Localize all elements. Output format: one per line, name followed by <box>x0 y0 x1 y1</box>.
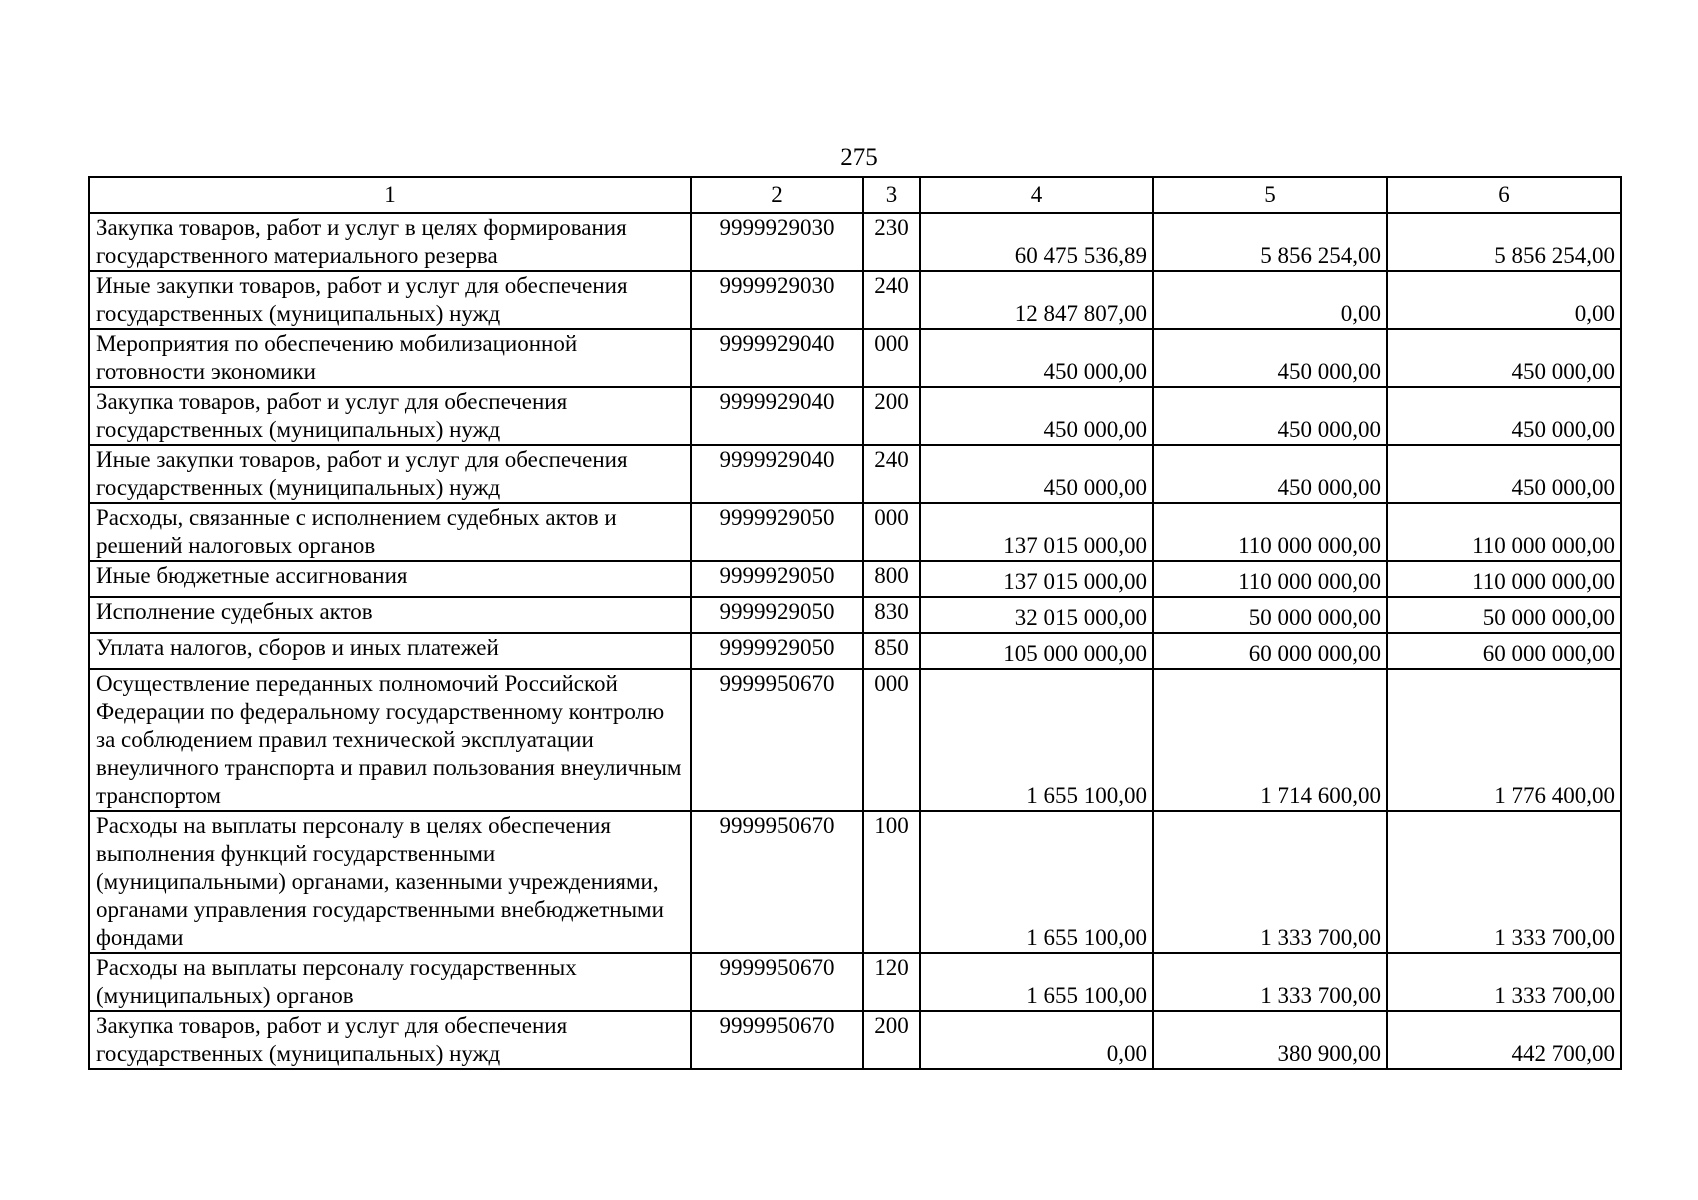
table-row <box>89 213 1621 271</box>
table-row <box>89 953 1621 1011</box>
row-value-col6: 50 000 000,00 <box>1387 597 1621 633</box>
row-value-col6: 450 000,00 <box>1387 445 1621 503</box>
table-header-row <box>89 177 1621 213</box>
row-description: Уплата налогов, сборов и иных платежей <box>89 633 691 669</box>
row-expense-type: 200 <box>863 1011 920 1069</box>
row-expense-type: 000 <box>863 669 920 811</box>
table-row <box>89 329 1621 387</box>
row-target-code: 9999950670 <box>691 811 863 953</box>
row-target-code: 9999929050 <box>691 503 863 561</box>
table-row <box>89 387 1621 445</box>
column-header: 4 <box>920 177 1153 213</box>
table-row <box>89 503 1621 561</box>
row-target-code: 9999929040 <box>691 387 863 445</box>
row-description: Расходы на выплаты персоналу в целях обеспечения выполнения функций государственными (муниципальными) органами, казенными учреждениями, органами управления государственными внебюджетными фондами <box>89 811 691 953</box>
row-description: Осуществление переданных полномочий Российской Федерации по федеральному государственному контролю за соблюдением правил технической эксплуатации внеуличного транспорта и правил пользования внеуличным транспортом <box>89 669 691 811</box>
column-header: 2 <box>691 177 863 213</box>
row-value-col5: 60 000 000,00 <box>1153 633 1387 669</box>
row-value-col5: 450 000,00 <box>1153 445 1387 503</box>
table-row <box>89 1011 1621 1069</box>
row-target-code: 9999929040 <box>691 445 863 503</box>
row-value-col5: 380 900,00 <box>1153 1011 1387 1069</box>
row-value-col6: 1 333 700,00 <box>1387 811 1621 953</box>
row-value-col5: 5 856 254,00 <box>1153 213 1387 271</box>
row-value-col6: 110 000 000,00 <box>1387 503 1621 561</box>
row-value-col5: 1 333 700,00 <box>1153 953 1387 1011</box>
table-row <box>89 561 1621 597</box>
row-expense-type: 240 <box>863 271 920 329</box>
column-header: 1 <box>89 177 691 213</box>
row-value-col4: 105 000 000,00 <box>920 633 1153 669</box>
row-expense-type: 800 <box>863 561 920 597</box>
row-target-code: 9999929050 <box>691 597 863 633</box>
row-expense-type: 830 <box>863 597 920 633</box>
row-target-code: 9999950670 <box>691 669 863 811</box>
row-description: Расходы, связанные с исполнением судебных актов и решений налоговых органов <box>89 503 691 561</box>
row-value-col4: 1 655 100,00 <box>920 953 1153 1011</box>
row-target-code: 9999929030 <box>691 271 863 329</box>
row-value-col4: 137 015 000,00 <box>920 503 1153 561</box>
row-value-col6: 0,00 <box>1387 271 1621 329</box>
row-value-col6: 1 776 400,00 <box>1387 669 1621 811</box>
row-target-code: 9999929030 <box>691 213 863 271</box>
row-value-col5: 450 000,00 <box>1153 329 1387 387</box>
row-expense-type: 000 <box>863 329 920 387</box>
row-description: Исполнение судебных актов <box>89 597 691 633</box>
row-description: Расходы на выплаты персоналу государственных (муниципальных) органов <box>89 953 691 1011</box>
row-value-col6: 442 700,00 <box>1387 1011 1621 1069</box>
budget-table <box>88 176 1622 1070</box>
row-value-col4: 450 000,00 <box>920 329 1153 387</box>
row-value-col5: 1 714 600,00 <box>1153 669 1387 811</box>
row-description: Иные бюджетные ассигнования <box>89 561 691 597</box>
row-value-col4: 0,00 <box>920 1011 1153 1069</box>
table-row <box>89 597 1621 633</box>
row-target-code: 9999929040 <box>691 329 863 387</box>
row-value-col5: 1 333 700,00 <box>1153 811 1387 953</box>
row-description: Закупка товаров, работ и услуг для обеспечения государственных (муниципальных) нужд <box>89 1011 691 1069</box>
row-description: Закупка товаров, работ и услуг для обеспечения государственных (муниципальных) нужд <box>89 387 691 445</box>
row-expense-type: 000 <box>863 503 920 561</box>
table-row <box>89 445 1621 503</box>
row-value-col6: 450 000,00 <box>1387 387 1621 445</box>
row-target-code: 9999929050 <box>691 633 863 669</box>
row-value-col4: 1 655 100,00 <box>920 669 1153 811</box>
row-value-col5: 450 000,00 <box>1153 387 1387 445</box>
row-value-col5: 50 000 000,00 <box>1153 597 1387 633</box>
row-value-col4: 60 475 536,89 <box>920 213 1153 271</box>
column-header: 3 <box>863 177 920 213</box>
row-value-col4: 450 000,00 <box>920 387 1153 445</box>
row-description: Закупка товаров, работ и услуг в целях формирования государственного материального резерва <box>89 213 691 271</box>
row-value-col5: 0,00 <box>1153 271 1387 329</box>
column-header: 6 <box>1387 177 1621 213</box>
row-expense-type: 100 <box>863 811 920 953</box>
row-expense-type: 850 <box>863 633 920 669</box>
row-expense-type: 120 <box>863 953 920 1011</box>
row-value-col6: 60 000 000,00 <box>1387 633 1621 669</box>
row-description: Иные закупки товаров, работ и услуг для обеспечения государственных (муниципальных) нужд <box>89 445 691 503</box>
row-value-col6: 5 856 254,00 <box>1387 213 1621 271</box>
row-value-col4: 1 655 100,00 <box>920 811 1153 953</box>
table-row <box>89 811 1621 953</box>
row-value-col5: 110 000 000,00 <box>1153 503 1387 561</box>
row-description: Иные закупки товаров, работ и услуг для обеспечения государственных (муниципальных) нужд <box>89 271 691 329</box>
page-number: 275 <box>840 144 878 171</box>
row-target-code: 9999929050 <box>691 561 863 597</box>
row-value-col4: 12 847 807,00 <box>920 271 1153 329</box>
row-value-col4: 32 015 000,00 <box>920 597 1153 633</box>
row-description: Мероприятия по обеспечению мобилизационной готовности экономики <box>89 329 691 387</box>
row-value-col5: 110 000 000,00 <box>1153 561 1387 597</box>
row-expense-type: 200 <box>863 387 920 445</box>
column-header: 5 <box>1153 177 1387 213</box>
row-target-code: 9999950670 <box>691 1011 863 1069</box>
row-value-col6: 450 000,00 <box>1387 329 1621 387</box>
table-row <box>89 669 1621 811</box>
table-row <box>89 271 1621 329</box>
row-value-col4: 137 015 000,00 <box>920 561 1153 597</box>
row-target-code: 9999950670 <box>691 953 863 1011</box>
row-value-col6: 110 000 000,00 <box>1387 561 1621 597</box>
table-row <box>89 633 1621 669</box>
row-expense-type: 240 <box>863 445 920 503</box>
row-expense-type: 230 <box>863 213 920 271</box>
row-value-col4: 450 000,00 <box>920 445 1153 503</box>
row-value-col6: 1 333 700,00 <box>1387 953 1621 1011</box>
